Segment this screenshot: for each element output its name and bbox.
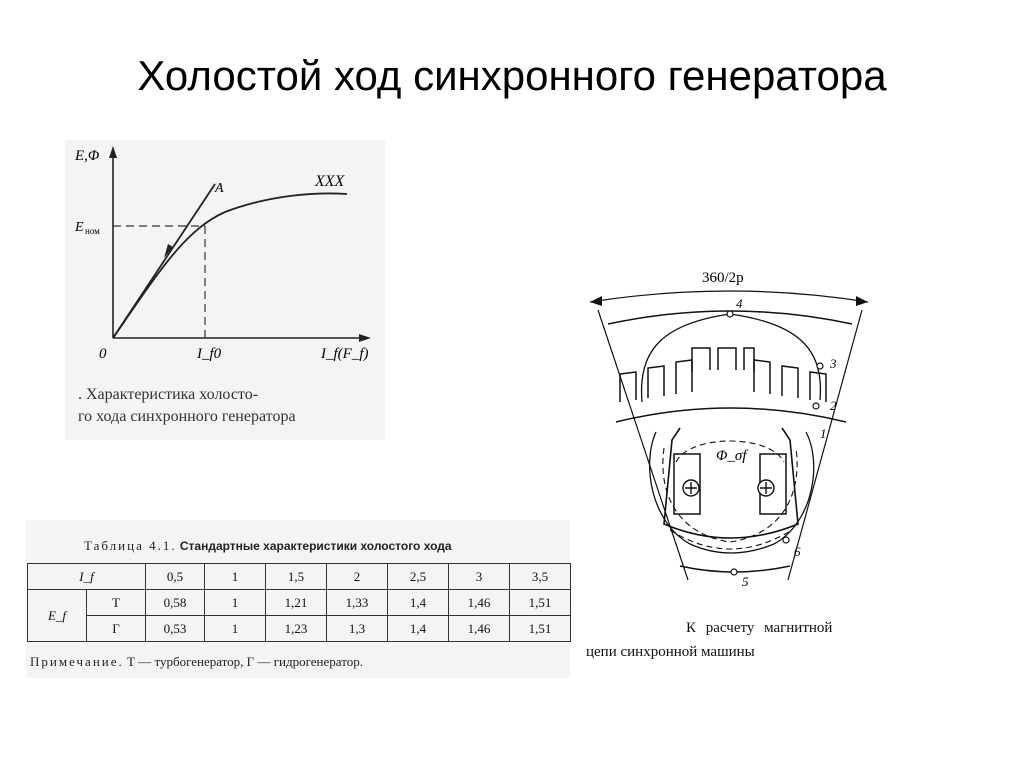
- table-row-hydro: [28, 616, 571, 642]
- table-cell: 3,5: [510, 564, 571, 590]
- point-label-1: 1: [820, 426, 827, 441]
- node-4: [727, 311, 733, 317]
- y-axis-arrow: [109, 146, 117, 158]
- table-cell: 2,5: [388, 564, 449, 590]
- slide-title: Холостой ход синхронного генератора: [137, 52, 887, 99]
- stator-teeth: [620, 360, 826, 402]
- table-note-lead: Примечание.: [30, 654, 124, 669]
- x-axis-label: I_f(F_f): [321, 346, 369, 362]
- table-cell: 1,33: [327, 590, 388, 616]
- table-cell: 1,46: [449, 590, 510, 616]
- pitch-label: 360/2p: [702, 270, 744, 286]
- table-cell: 1: [205, 616, 266, 642]
- table-cell: 1,4: [388, 590, 449, 616]
- origin-label: 0: [99, 346, 107, 362]
- point-label-5: 5: [742, 574, 749, 589]
- main-flux-path: [642, 314, 821, 402]
- flux-label: Φ_σf: [716, 448, 747, 464]
- characteristics-table: [27, 563, 571, 642]
- stator-teeth-center: [692, 348, 754, 372]
- point-label-3: 3: [830, 356, 837, 371]
- machine-caption: [586, 616, 886, 664]
- node-6: [783, 537, 789, 543]
- table-header-if: I_f: [28, 564, 146, 590]
- pitch-arrow-right: [856, 296, 868, 306]
- table-cell: 0,58: [146, 590, 205, 616]
- y-axis-label: E,Φ: [75, 148, 100, 164]
- table-row-if: [28, 564, 571, 590]
- node-5: [731, 569, 737, 575]
- table-cell: 1,51: [510, 616, 571, 642]
- point-label-6: 6: [794, 544, 801, 559]
- pitch-dimension-line: [590, 291, 868, 302]
- open-circuit-curve: [113, 193, 347, 338]
- table-cell: 0,53: [146, 616, 205, 642]
- table-caption: [84, 538, 452, 554]
- machine-caption-line1: К расчету магнитной: [686, 620, 833, 636]
- table-cell: 1: [205, 564, 266, 590]
- table-cell: 1,3: [327, 616, 388, 642]
- curve-caption-line2: го хода синхронного генератора: [78, 408, 296, 425]
- sector-boundary-left: [598, 310, 688, 580]
- curve-label: XXX: [315, 173, 345, 190]
- table-row-type: Г: [87, 616, 146, 642]
- magnetic-circuit-svg: [580, 262, 880, 592]
- sector-boundary-right: [788, 310, 862, 580]
- curve-caption: [78, 384, 378, 428]
- node-3: [817, 363, 823, 369]
- pitch-arrow-left: [590, 296, 602, 306]
- table-cell: 2: [327, 564, 388, 590]
- table-cell: 1: [205, 590, 266, 616]
- point-label-2: 2: [830, 398, 837, 413]
- table-note-text: Т — турбогенератор, Г — гидрогенератор.: [127, 654, 363, 669]
- table-cell: 1,5: [266, 564, 327, 590]
- table-cell: 1,51: [510, 590, 571, 616]
- table-cell: 1,46: [449, 616, 510, 642]
- table-cell: 1,23: [266, 616, 327, 642]
- curve-caption-line1: . Характеристика холосто-: [78, 386, 259, 403]
- table-caption-title: Стандартные характеристики холостого хода: [179, 539, 452, 553]
- table-cell: 1,21: [266, 590, 327, 616]
- table-header-ef: E_f: [28, 590, 87, 642]
- e-nom-subscript: ном: [85, 226, 100, 236]
- table-cell: 3: [449, 564, 510, 590]
- table-note: [30, 654, 363, 670]
- x-axis-arrow: [359, 334, 371, 342]
- if0-label: I_f0: [197, 346, 222, 362]
- table-row-turbo: [28, 590, 571, 616]
- line-a-label: A: [215, 181, 224, 196]
- table-row-type: Т: [87, 590, 146, 616]
- table-caption-lead: Таблица 4.1.: [84, 538, 177, 553]
- magnetic-circuit-figure: [580, 262, 880, 592]
- table-cell: 0,5: [146, 564, 205, 590]
- machine-caption-line2: цепи синхронной машины: [586, 644, 755, 660]
- node-2: [813, 403, 819, 409]
- table-cell: 1,4: [388, 616, 449, 642]
- stator-bore-arc: [616, 408, 846, 422]
- e-nom-label: E: [75, 220, 84, 235]
- point-label-4: 4: [736, 296, 743, 311]
